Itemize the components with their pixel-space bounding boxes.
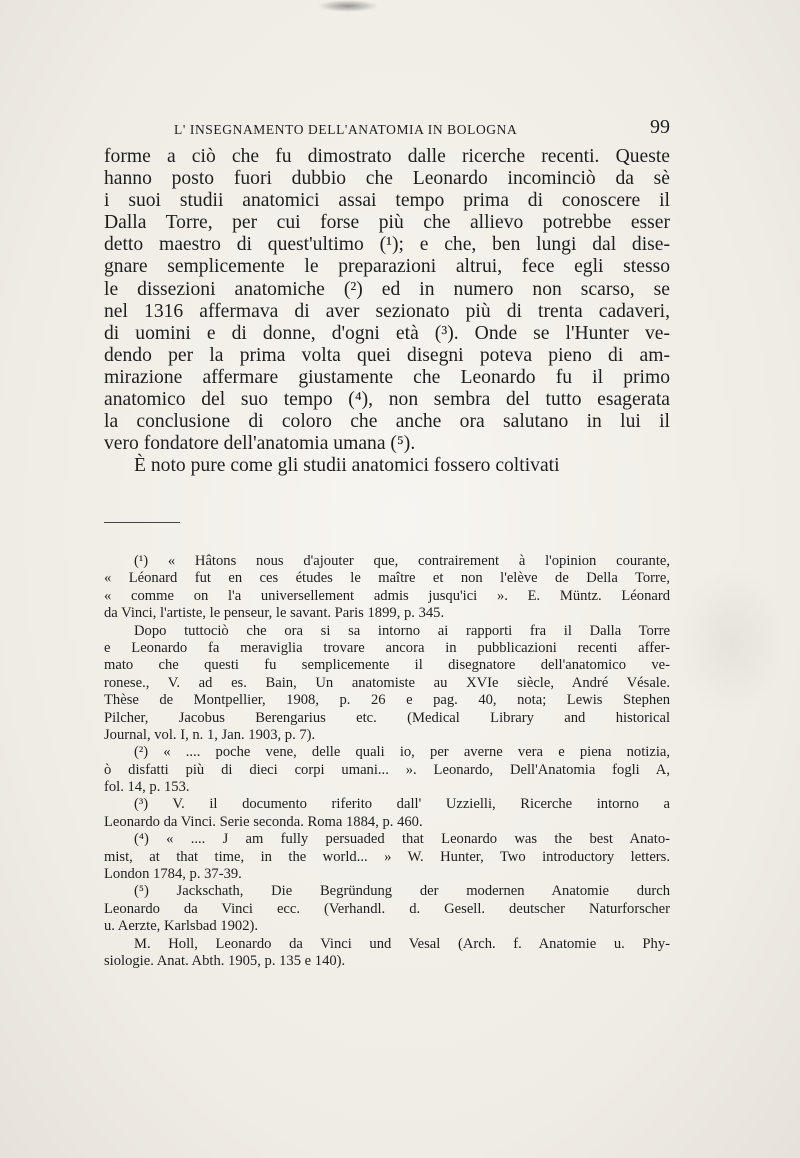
footnote-line: fol. 14, p. 153. <box>104 779 190 796</box>
text-line: la conclusione di coloro che anche ora salutano in lui il <box>104 411 670 433</box>
text-line: nel 1316 affermava di aver sezionato più di trenta cadaveri, <box>104 300 670 322</box>
page-number: 99 <box>650 116 670 138</box>
footnote-line: M. Holl, Leonardo da Vinci und Vesal (Arch. f. Anatomie u. Phy- <box>134 935 670 952</box>
footnote-line: mist, at that time, in the world... » W. Hunter, Two introductory letters. <box>104 848 670 865</box>
text-line: hanno posto fuori dubbio che Leonardo incominciò da sè <box>104 168 670 190</box>
footnote-rule <box>104 522 180 523</box>
footnote-line: (⁴) « .... J am fully persuaded that Leonardo was the best Anato- <box>134 831 670 848</box>
footnote-line: siologie. Anat. Abth. 1905, p. 135 e 140). <box>104 952 346 969</box>
text-line: anatomico del suo tempo (⁴), non sembra del tutto esagerata <box>104 389 670 411</box>
text-line: dendo per la prima volta quei disegni poteva pieno di am- <box>104 344 670 366</box>
footnote-line: « comme on l'a universellement admis jusqu'ici ». E. Müntz. Léonard <box>104 587 670 604</box>
footnote-line: Leonardo da Vinci. Serie seconda. Roma 1884, p. 460. <box>104 813 423 830</box>
footnote-line: u. Aerzte, Karlsbad 1902). <box>104 918 258 935</box>
footnote-line: « Léonard fut en ces études le maître et non l'elève de Della Torre, <box>104 570 670 587</box>
main-text <box>104 146 670 477</box>
footnote-line: (⁵) Jackschath, Die Begründung der modernen Anatomie durch <box>134 883 670 900</box>
footnote-line: mato che questi fu semplicemente il disegnatore dell'anatomico ve- <box>104 657 670 674</box>
text-line: È noto pure come gli studii anatomici fossero coltivati <box>134 455 560 477</box>
text-line: mirazione affermare giustamente che Leonardo fu il primo <box>104 366 670 388</box>
text-line: le dissezioni anatomiche (²) ed in numero non scarso, se <box>104 278 670 300</box>
footnote-line: London 1784, p. 37-39. <box>104 866 242 883</box>
footnote-line: Thèse de Montpellier, 1908, p. 26 e pag. 40, nota; Lewis Stephen <box>104 692 670 709</box>
text-line: Dalla Torre, per cui forse più che allievo potrebbe esser <box>104 212 670 234</box>
ink-smudge <box>318 0 378 12</box>
footnote-line: (³) V. il documento riferito dall' Uzzielli, Ricerche intorno a <box>134 796 670 813</box>
footnote-line: ronese., V. ad es. Bain, Un anatomiste au XVIe siècle, André Vésale. <box>104 674 670 691</box>
text-line: vero fondatore dell'anatomia umana (⁵). <box>104 433 416 455</box>
footnote-line: (²) « .... poche vene, delle quali io, per averne vera e piena notizia, <box>134 744 670 761</box>
page-header <box>104 116 670 142</box>
footnote-line: Journal, vol. I, n. 1, Jan. 1903, p. 7). <box>104 726 316 743</box>
text-line: detto maestro di quest'ultimo (¹); e che, ben lungi dal dise- <box>104 234 670 256</box>
footnote-line: ò disfatti più di dieci corpi umani... ». Leonardo, Dell'Anatomia fogli A, <box>104 761 670 778</box>
faded-library-stamp <box>676 566 786 716</box>
footnote-line: Leonardo da Vinci ecc. (Verhandl. d. Gesell. deutscher Naturforscher <box>104 900 670 917</box>
footnote-line: e Leonardo fa meraviglia trovare ancora in pubblicazioni recenti affer- <box>104 639 670 656</box>
footnotes <box>104 553 670 970</box>
text-line: forme a ciò che fu dimostrato dalle ricerche recenti. Queste <box>104 146 670 167</box>
text-line: i suoi studii anatomici assai tempo prima di conoscere il <box>104 190 670 212</box>
footnote-line: (¹) « Hâtons nous d'ajouter que, contrairement à l'opinion courante, <box>134 553 670 569</box>
text-line: gnare semplicemente le preparazioni altrui, fece egli stesso <box>104 256 670 278</box>
running-title: L' INSEGNAMENTO DELL'ANATOMIA IN BOLOGNA <box>174 122 518 137</box>
footnote-line: da Vinci, l'artiste, le penseur, le savant. Paris 1899, p. 345. <box>104 605 445 622</box>
text-line: di uomini e di donne, d'ogni età (³). Onde se l'Hunter ve- <box>104 322 670 344</box>
footnote-line: Dopo tuttociò che ora si sa intorno ai rapporti fra il Dalla Torre <box>134 622 670 639</box>
footnote-line: Pilcher, Jacobus Berengarius etc. (Medical Library and historical <box>104 709 670 726</box>
